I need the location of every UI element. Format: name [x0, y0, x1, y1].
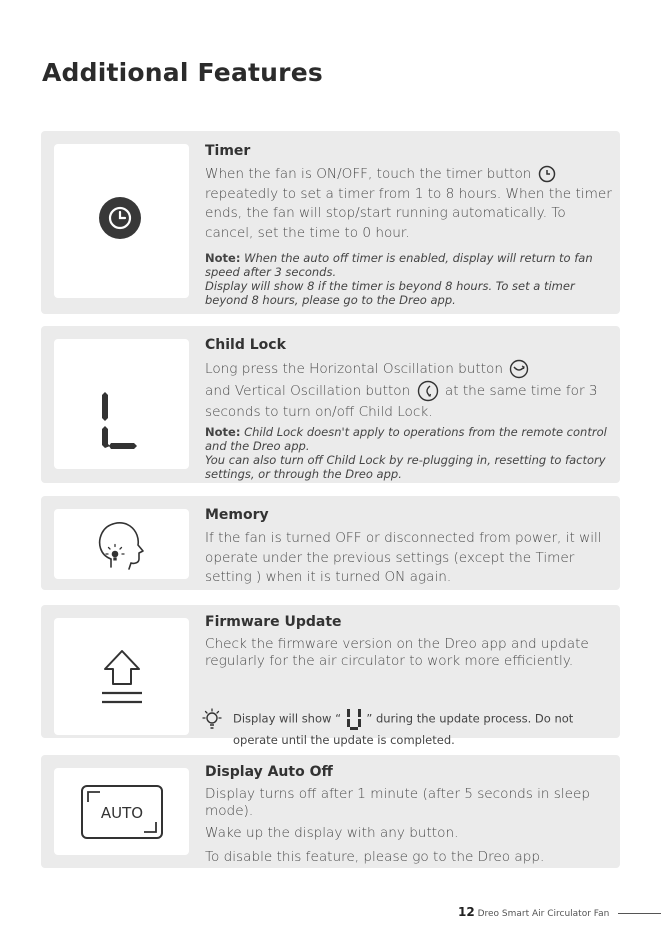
display-auto-off-body-1: Display turns off after 1 minute (after 5 seconds in sleep mode).	[205, 786, 591, 819]
timer-icon	[54, 144, 189, 298]
icon-box-firmware	[54, 618, 189, 735]
icon-box-memory	[54, 509, 189, 579]
display-auto-off-title: Display Auto Off	[205, 764, 333, 780]
firmware-update-icon	[54, 618, 189, 735]
child-lock-title: Child Lock	[205, 337, 286, 353]
feature-card-child-lock	[41, 326, 620, 483]
icon-box-display-auto-off	[54, 768, 189, 855]
timer-content	[205, 143, 612, 307]
tip-text-1: Display will show “	[233, 711, 342, 726]
feature-card-firmware	[41, 605, 620, 747]
memory-body: If the fan is turned OFF or disconnected from power, it will operate under the previous settings (except the Timer setting ) when it is turned ON again.	[205, 530, 602, 585]
page-title: Additional Features	[42, 58, 323, 87]
auto-display-icon	[54, 768, 189, 855]
footer-rule	[618, 913, 661, 914]
feature-card-memory	[41, 496, 620, 590]
horizontal-oscillation-icon	[509, 359, 529, 379]
display-auto-off-body-2: Wake up the display with any button.	[205, 825, 459, 841]
timer-note: Note: When the auto off timer is enabled, display will return to fan speed after 3 seconds. Display will show 8 if the timer is beyond 8 hours. To set a timer beyond 8 hours, please go to the Dreo app.	[205, 251, 593, 307]
update-display-icon	[345, 707, 363, 731]
page-footer	[458, 905, 663, 921]
icon-box-child-lock	[54, 339, 189, 469]
timer-body: When the fan is ON/OFF, touch the timer button repeatedly to set a timer from 1 to 8 hours. When the timer ends, the fan will stop/start running automatically. To cancel, set the time to 0 hour.	[205, 166, 612, 241]
firmware-body: Check the firmware version on the Dreo app and update regularly for the air circulator to work more efficiently.	[205, 636, 589, 669]
memory-head-icon	[54, 509, 189, 579]
memory-title: Memory	[205, 507, 269, 523]
child-lock-content	[205, 337, 612, 481]
auto-label: AUTO	[100, 804, 144, 822]
tip-text-2: ” during the update process. Do not operate until the update is completed.	[233, 711, 574, 747]
vertical-oscillation-icon	[417, 380, 439, 402]
display-auto-off-body-3: To disable this feature, please go to the Dreo app.	[205, 848, 545, 865]
icon-box-timer	[54, 144, 189, 298]
lightbulb-icon	[197, 705, 227, 735]
footer-product-name: Dreo Smart Air Circulator Fan	[477, 909, 610, 919]
page-number: 12	[458, 905, 475, 919]
child-lock-display-icon	[54, 339, 189, 469]
feature-card-display-auto-off	[41, 755, 620, 868]
feature-card-timer	[41, 131, 620, 314]
display-auto-off-content	[205, 764, 612, 867]
clock-icon	[538, 165, 556, 183]
firmware-content	[205, 614, 612, 747]
timer-title: Timer	[205, 143, 251, 159]
child-lock-body: Long press the Horizontal Oscillation button and Vertical Oscillation button at the same time for 3 seconds to turn on/off Child Lock.	[205, 361, 598, 420]
memory-content	[205, 507, 612, 588]
child-lock-note: Note: Child Lock doesn't apply to operations from the remote control and the Dreo app. You can also turn off Child Lock by re-plugging in, resetting to factory settings, or through the Dreo app.	[205, 425, 607, 481]
firmware-title: Firmware Update	[205, 614, 342, 630]
